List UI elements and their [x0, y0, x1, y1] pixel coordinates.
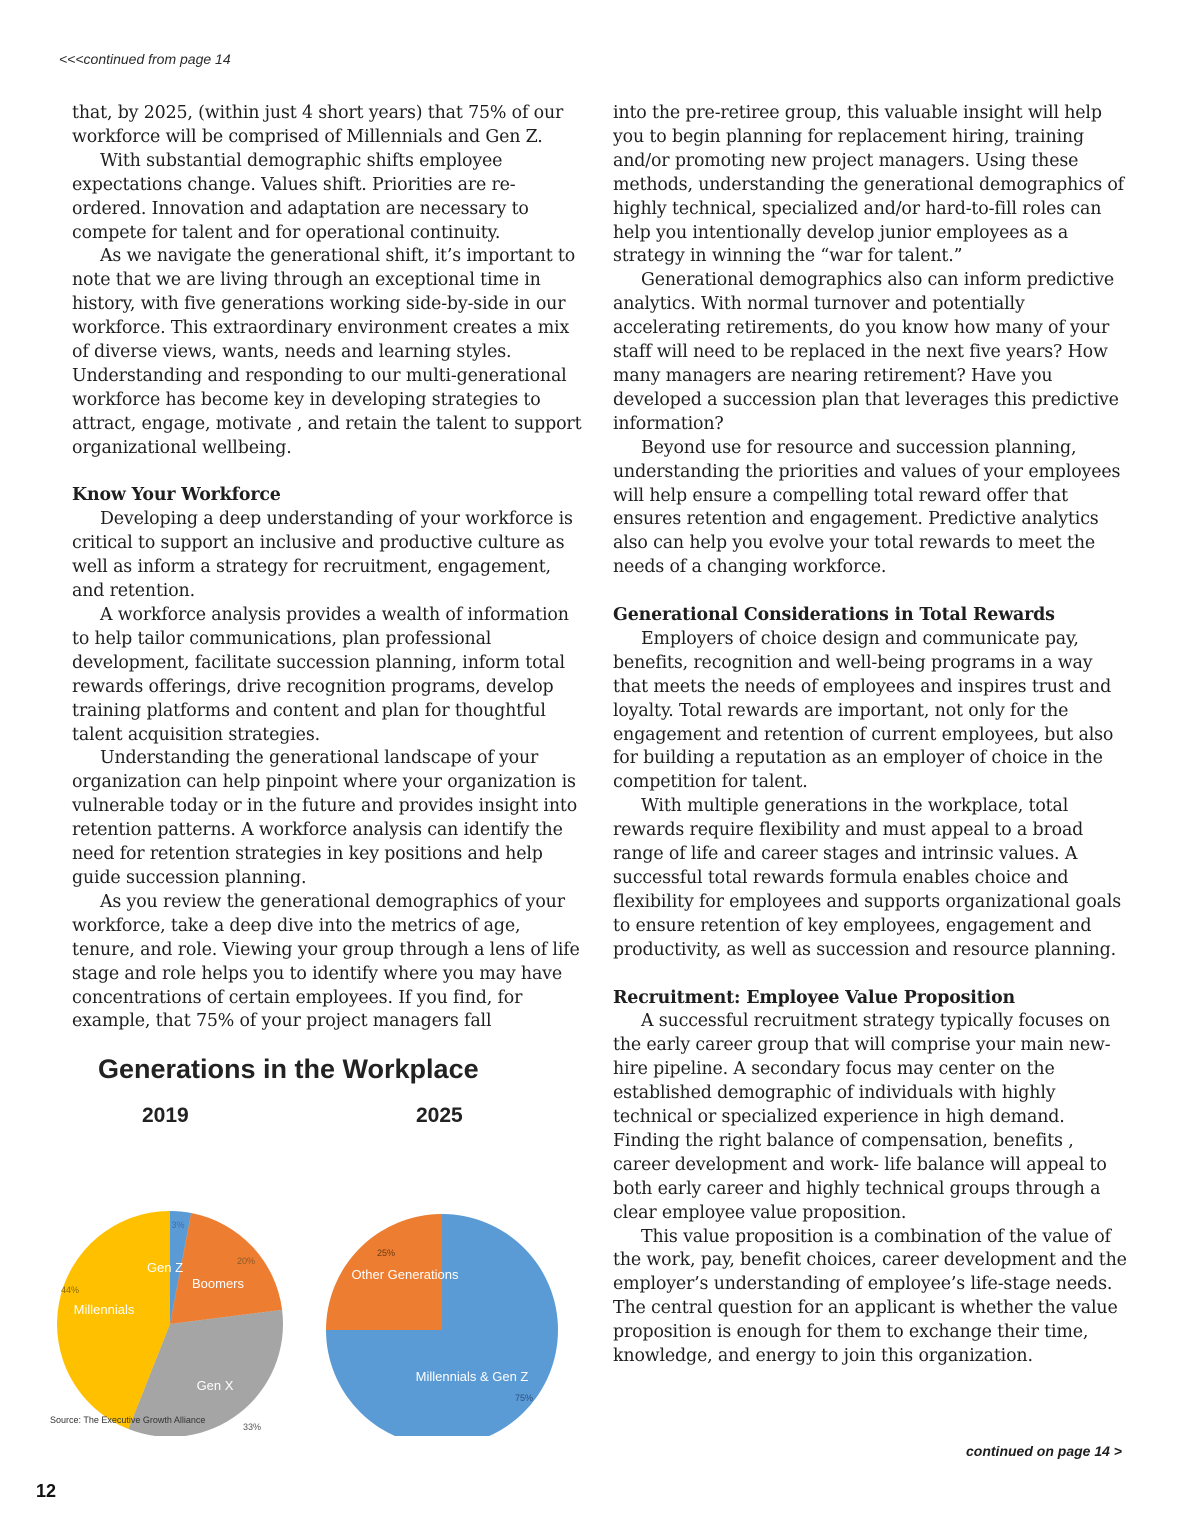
section-heading-recruitment: Recruitment: Employee Value Proposition: [613, 987, 1016, 1008]
slice-label-2019-boomers: Boomers: [191, 1276, 245, 1291]
generations-pie-charts: [48, 1048, 588, 1436]
left-paragraph-7: As you review the generational demographics of your workforce, take a deep dive into the metrics of age, tenure, and role. Viewing your group through a lens of life stage and role helps you to identify where you may have concentrations of certain employees. If you find, for example, that 75% of your project managers fall: [72, 891, 580, 1032]
right-paragraph-5: With multiple generations in the workplace, total rewards require flexibility and must appeal to a broad range of life and career stages and intrinsic values. A successful total rewards formula enables choice and flexibility for employees and supports organizational goals to ensure retention of key employees, engagement and productivity, as well as succession and resource planning.: [613, 796, 1122, 960]
right-column: [613, 102, 1128, 1369]
section-heading-total-rewards: Generational Considerations in Total Rewards: [613, 605, 1055, 626]
generations-chart-figure: [48, 1048, 588, 1436]
slice-label-2019-millennials: Millennials: [73, 1302, 135, 1317]
left-paragraph-6: Understanding the generational landscape of your organization can help pinpoint where your organization is vulnerable today or in the future and provides insight into retention patterns. A workforce analysis can identify the need for retention strategies in key positions and help guide succession planning.: [72, 748, 578, 888]
slice-value-2019-boomers: 20%: [236, 1256, 256, 1266]
chart-title: Generations in the Workplace: [98, 1054, 479, 1084]
chart-year-2019: 2019: [142, 1104, 189, 1127]
left-paragraph-5: A workforce analysis provides a wealth of information to help tailor communications, plan professional development, facilitate succession planning, inform total rewards offerings, drive recognition programs, develop training platforms and content and plan for thoughtful talent acquisition strategies.: [72, 605, 569, 745]
slice-value-2019-gen-x: 33%: [242, 1422, 262, 1432]
slice-label-2025-millennials-gen-z: Millennials & Gen Z: [415, 1369, 529, 1384]
right-paragraph-1: into the pre-retiree group, this valuable insight will help you to begin planning for replacement hiring, training and/or promoting new project managers. Using these methods, understanding the generational demographics of highly technical, specialized and/or hard-to-fill roles can help you intentionally develop junior employees as a strategy in winning the “war for talent.”: [613, 103, 1124, 267]
slice-value-2025-other-generations: 25%: [376, 1248, 396, 1258]
right-paragraph-7: This value proposition is a combination of the value of the work, pay, benefit choices, career development and the employer’s understanding of employee’s life-stage needs. The central question for an applicant is whether the value proposition is enough for them to exchange their time, knowledge, and energy to join this organization.: [613, 1226, 1127, 1367]
right-paragraph-3: Beyond use for resource and succession planning, understanding the priorities and values of your employees will help ensure a compelling total reward offer that ensures retention and engagement. Predictive analytics also can help you evolve your total rewards to meet the needs of a changing workforce.: [613, 437, 1121, 578]
left-column: [72, 102, 584, 1034]
slice-label-2019-gen-x: Gen X: [196, 1378, 234, 1393]
slice-value-2019-millennials: 44%: [60, 1285, 80, 1295]
left-paragraph-2: With substantial demographic shifts employee expectations change. Values shift. Priorities are re-ordered. Innovation and adaptation are necessary to compete for talent and for operational continuity.: [72, 150, 529, 243]
left-paragraph-4: Developing a deep understanding of your workforce is critical to support an inclusive and productive culture as well as inform a strategy for recruitment, engagement, and retention.: [72, 509, 573, 602]
continued-on-note: continued on page 14 >: [966, 1443, 1122, 1459]
right-paragraph-4: Employers of choice design and communicate pay, benefits, recognition and well-being programs in a way that meets the needs of employees and inspires trust and loyalty. Total rewards are important, not only for the engagement and retention of current employees, but also for building a reputation as an employer of choice in the competition for talent.: [613, 628, 1114, 793]
slice-value-2025-millennials-gen-z: 75%: [514, 1393, 534, 1403]
chart-source: Source: The Executive Growth Alliance: [50, 1415, 206, 1425]
continued-from-note: <<<continued from page 14: [59, 51, 231, 67]
page-number: 12: [36, 1481, 57, 1501]
section-heading-know-your-workforce: Know Your Workforce: [72, 485, 281, 506]
right-paragraph-6: A successful recruitment strategy typically focuses on the early career group that will comprise your main new-hire pipeline. A secondary focus may center on the established demographic of individuals with highly technical or specialized experience in high demand. Finding the right balance of compensation, benefits , career development and work- life balance will appeal to both early career and highly technical groups through a clear employee value proposition.: [613, 1011, 1111, 1223]
left-paragraph-3: As we navigate the generational shift, it’s important to note that we are living through an exceptional time in history, with five generations working side-by-side in our workforce. This extraordinary environment creates a mix of diverse views, wants, needs and learning styles. Understanding and responding to our multi-generational workforce has become key in developing strategies to attract, engage, motivate , and retain the talent to support organizational wellbeing.: [72, 246, 582, 458]
chart-year-2025: 2025: [416, 1104, 463, 1127]
slice-label-2025-other-generations: Other Generations: [351, 1267, 459, 1282]
slice-label-2019-gen-z: Gen Z: [146, 1260, 184, 1275]
left-paragraph-1: that, by 2025, (within just 4 short years) that 75% of our workforce will be comprised of Millennials and Gen Z.: [72, 103, 564, 147]
slice-value-2019-gen-z: 3%: [171, 1220, 185, 1230]
right-paragraph-2: Generational demographics also can inform predictive analytics. With normal turnover and potentially accelerating retirements, do you know how many of your staff will need to be replaced in the next five years? How many managers are nearing retirement? Have you developed a succession plan that leverages this predictive information?: [613, 270, 1119, 434]
